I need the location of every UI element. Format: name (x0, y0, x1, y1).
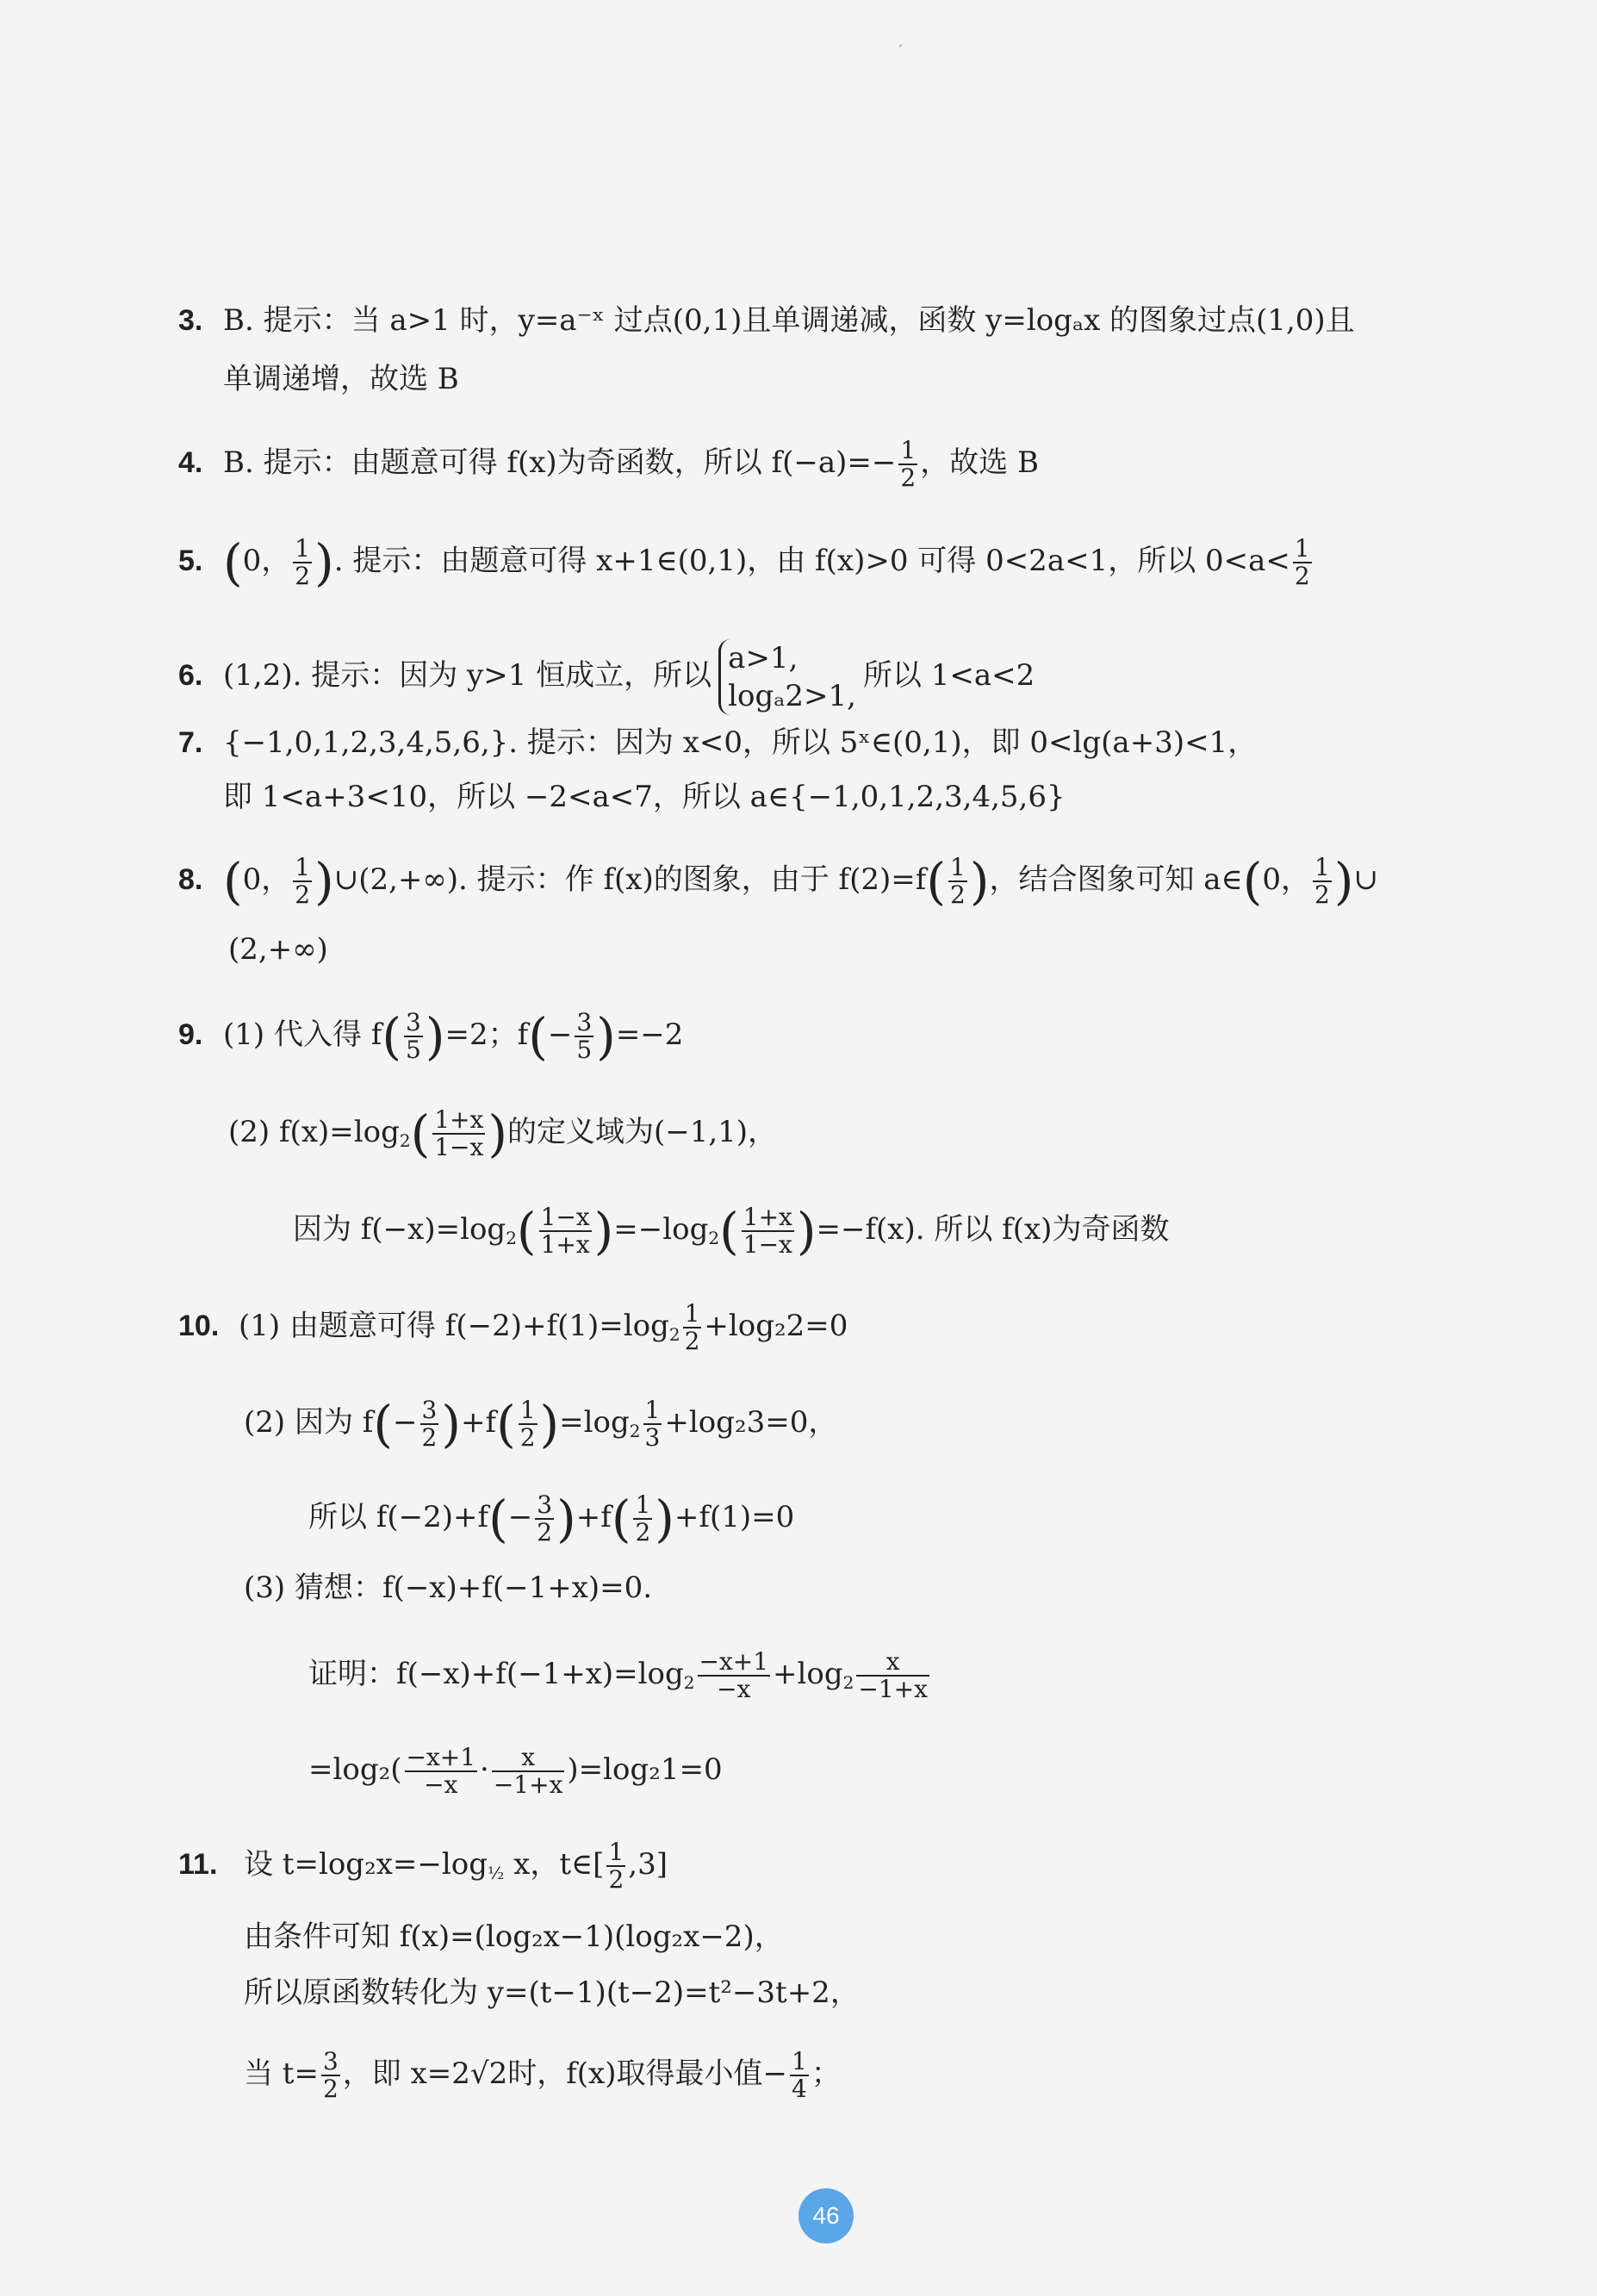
q11-number: 11. (178, 1848, 218, 1881)
q9-p3-frac1 (539, 1204, 592, 1258)
q10-p6-post: )=log₂1=0 (567, 1752, 723, 1787)
q10-p2-n1: 3 (421, 1396, 438, 1424)
q10-number: 10. (178, 1310, 220, 1342)
q10-p1-n: 1 (684, 1299, 700, 1328)
q8-d3: 2 (1314, 880, 1330, 909)
q9-frac2 (575, 1010, 593, 1063)
q11-p4-d2: 4 (791, 2075, 807, 2103)
q9-p2-n: 1+x (434, 1105, 484, 1134)
q10-p3: 所以 f(−2)+f(− $\frac{3}{2}$ )+f( $\frac{1}{2}$ )+f(1)=0 (308, 1490, 795, 1548)
q11-p1-base: ½ (487, 1863, 505, 1883)
q9-p1-post: =−2 (615, 1017, 684, 1052)
q10-p6-dot: · (480, 1752, 489, 1787)
q5: 5. (0， $\frac{1}{2}$ ). 提示：由题意可得 x+1∈(0,1)，由 f(x)>0 可得 0<2a<1，所以 0<a< $\frac{1}{2}$ (178, 533, 1310, 592)
q9-p3-n1: 1−x (540, 1203, 590, 1231)
q8-a2: 0， (1262, 862, 1310, 897)
q10-p2-mid2: =log (559, 1405, 630, 1440)
q4-pre: B. 提示：由题意可得 f(x)为奇函数，所以 f(−a)=− (223, 445, 897, 480)
q10-p3-neg: − (507, 1500, 533, 1534)
q8: 8. (0， $\frac{1}{2}$ )∪(2,+∞). 提示：作 f(x)的图象，由于 f(2)=f( $\frac{1}{2}$ )，结合图象可知 a∈(0， $\frac{1}{2}$ )∪ (178, 852, 1378, 911)
q9-p1-pre: (1) 代入得 f (223, 1017, 382, 1052)
q9-p3-post: =−f(x). 所以 f(x)为奇函数 (816, 1212, 1170, 1247)
q9-p2-pre: (2) f(x)=log (228, 1115, 400, 1149)
q9-p2-d: 1−x (434, 1133, 484, 1161)
q6-s1: a>1, (728, 641, 798, 675)
q3-text1: B. 提示：当 a>1 时，y=a⁻ˣ 过点(0,1)且单调递减，函数 y=logₐx 的图象过点(1,0)且 (223, 303, 1355, 338)
q8-mid2: ，结合图象可知 a∈ (989, 862, 1243, 897)
q11-p4-d1: 2 (322, 2075, 339, 2103)
q10-p6-pre: =log₂( (308, 1752, 402, 1787)
q9-d1: 5 (406, 1036, 421, 1064)
q10-p2-frac3 (643, 1397, 662, 1451)
q3-line1 (178, 303, 1355, 338)
q8-n3: 1 (1314, 853, 1330, 881)
q9-n2: 3 (576, 1008, 593, 1036)
page-number-badge: 46 (798, 2188, 854, 2243)
q10-p3-post: +f(1)=0 (674, 1500, 795, 1534)
q10-p2-d2: 2 (519, 1423, 536, 1452)
q11-p1-mid: x，t∈[ (504, 1847, 605, 1882)
q9-p3: 因为 f(−x)=log2( $\frac{1-x}{1+x}$ )=−log2( $\frac{1+x}{1-x}$ )=−f(x). 所以 f(x)为奇函数 (293, 1202, 1170, 1260)
q9-p3-frac2 (742, 1204, 794, 1258)
q10-p1-base: 2 (668, 1324, 680, 1345)
q9-p2-frac (432, 1107, 485, 1160)
q10-p5-d1: −x (717, 1675, 751, 1703)
q11-p1-post: ,3] (628, 1847, 668, 1882)
q10-p6 (308, 1745, 723, 1798)
q9-number: 9. (178, 1018, 203, 1051)
q11-p2: 由条件可知 f(x)=(log₂x−1)(log₂x−2)， (244, 1920, 784, 1954)
q8-number: 8. (178, 863, 203, 896)
q9-p1-neg: − (547, 1017, 573, 1052)
q10-p5-frac2 (856, 1649, 929, 1702)
q10-p6-d2: −1+x (493, 1770, 563, 1799)
q11-p3: 所以原函数转化为 y=(t−1)(t−2)=t²−3t+2， (244, 1976, 860, 2010)
q7-number: 7. (178, 726, 203, 759)
q10-p2-neg: − (393, 1405, 418, 1440)
q5-frac1 (293, 536, 312, 589)
q8-frac3 (1313, 855, 1332, 908)
q10-p5-pre: 证明：f(−x)+f(−1+x)=log (308, 1657, 684, 1691)
q10-p2-post: +log₂3=0， (664, 1405, 838, 1440)
q10-p5-base: 2 (683, 1672, 695, 1693)
q8-n2: 1 (950, 853, 966, 881)
q9-p3-base: 2 (506, 1228, 517, 1248)
q10-p5-n1: −x+1 (699, 1647, 769, 1676)
q9-p3-pre: 因为 f(−x)=log (293, 1212, 506, 1247)
q10-p2-n2: 1 (519, 1396, 536, 1424)
q10-p1-post: +log₂2=0 (704, 1309, 848, 1343)
q4-post: ，故选 B (920, 445, 1039, 480)
q8-frac2 (948, 855, 967, 908)
q10-p3-n1: 3 (537, 1490, 553, 1519)
q9-p3-d1: 1+x (540, 1230, 590, 1259)
q11-p1 (178, 1839, 668, 1893)
q10-p1 (178, 1301, 848, 1354)
q7-line2: 即 1<a+3<10，所以 −2<a<7，所以 a∈{−1,0,1,2,3,4,5,6} (223, 780, 1066, 814)
q5-d1: 2 (295, 562, 311, 590)
q10-p5-d2: −1+x (858, 1675, 928, 1703)
q9-p3-d2: 1−x (743, 1230, 792, 1259)
q10-p6-n2: x (492, 1745, 565, 1772)
q6-system (718, 639, 856, 715)
top-mark: ˊ (896, 43, 904, 61)
q8-line2: (2,+∞) (228, 932, 328, 967)
q9-p1-mid: =2；f (444, 1017, 529, 1052)
q10-p3-d1: 2 (537, 1518, 553, 1546)
q9-p2-post: 的定义域为(−1,1)， (506, 1115, 778, 1149)
q10-p2-d1: 2 (421, 1423, 438, 1452)
q8-mid: ∪(2,+∞). 提示：作 f(x)的图象，由于 f(2)=f (333, 862, 927, 897)
q6-number: 6. (178, 659, 203, 692)
q9-p3-mid: =−log (613, 1212, 709, 1247)
q9-d2: 5 (576, 1036, 593, 1064)
q10-p5-frac1 (698, 1649, 771, 1702)
q9-p3-n2: 1+x (743, 1203, 792, 1231)
q5-n2: 1 (1294, 534, 1310, 563)
q10-p6-frac2 (492, 1745, 565, 1798)
q4-number: 4. (178, 446, 203, 479)
q9-p1: 9. (1) 代入得 f( $\frac{3}{5}$ )=2；f(− $\frac{3}{5}$ )=−2 (178, 1007, 684, 1066)
q3-line2: 单调递增，故选 B (223, 362, 459, 396)
q5-n1: 1 (295, 534, 311, 563)
q5-d2: 2 (1294, 562, 1310, 590)
q11-p1-frac (606, 1839, 625, 1893)
q10-p3-n2: 1 (635, 1490, 651, 1519)
q11-p4-frac2 (790, 2049, 809, 2102)
q8-a: 0， (242, 862, 291, 897)
q11-p4-pre: 当 t= (244, 2056, 319, 2091)
q6-s2: logₐ2>1, (728, 679, 856, 713)
q10-p2-frac1 (420, 1397, 439, 1451)
q8-frac1 (293, 855, 312, 908)
q10-p6-n1: −x+1 (406, 1743, 476, 1771)
q10-p1-d: 2 (684, 1327, 700, 1355)
q10-p6-d1: −x (424, 1770, 458, 1799)
q6-pre: (1,2). 提示：因为 y>1 恒成立，所以 (223, 658, 712, 693)
q8-d1: 2 (295, 880, 311, 909)
q10-p1-frac (683, 1301, 702, 1354)
q6 (178, 639, 1035, 715)
q4-den: 2 (900, 464, 917, 492)
q9-p2-base: 2 (399, 1130, 411, 1151)
q10-p2-n3: 1 (644, 1396, 661, 1424)
q10-p5-mid: +log (773, 1657, 843, 1691)
q10-p2-d3: 3 (644, 1423, 661, 1452)
q10-p3-frac1 (535, 1492, 554, 1546)
q9-p2: (2) f(x)=log2( $\frac{1+x}{1-x}$ )的定义域为(−1,1)， (228, 1104, 778, 1163)
q4-num: 1 (900, 436, 917, 464)
q11-p4-n1: 3 (322, 2047, 339, 2075)
q10-p5 (308, 1649, 932, 1702)
q11-p4 (244, 2049, 841, 2102)
q10-p2-base: 2 (629, 1421, 641, 1441)
q10-p2-frac2 (519, 1397, 538, 1451)
q10-p3-mid: +f (575, 1500, 612, 1534)
q5-number: 5. (178, 544, 203, 577)
q5-a: 0， (242, 544, 291, 578)
q4 (178, 438, 1039, 491)
q11-p1-pre: 设 t=log₂x=−log (244, 1847, 488, 1882)
q10-p5-base2: 2 (842, 1672, 854, 1693)
q9-p3-base2: 2 (708, 1228, 720, 1248)
q10-p4: (3) 猜想：f(−x)+f(−1+x)=0. (244, 1571, 653, 1605)
q11-p4-mid: ，即 x=2√2时，f(x)取得最小值− (342, 2056, 787, 2091)
q10-p2-mid: +f (460, 1405, 497, 1440)
q10-p3-pre: 所以 f(−2)+f (308, 1500, 489, 1534)
q3-number: 3. (178, 304, 203, 337)
q11-p1-d: 2 (608, 1865, 625, 1894)
q11-p4-n2: 1 (791, 2047, 807, 2075)
q10-p1-pre: (1) 由题意可得 f(−2)+f(1)=log (239, 1309, 669, 1343)
q10-p3-frac2 (633, 1492, 652, 1546)
q5-frac2 (1293, 536, 1312, 589)
q5-mid: . 提示：由题意可得 x+1∈(0,1)，由 f(x)>0 可得 0<2a<1，所以 0<a< (333, 544, 1290, 578)
q8-n1: 1 (295, 853, 311, 881)
q6-post: 所以 1<a<2 (862, 658, 1035, 693)
q7-line1 (178, 725, 1257, 760)
q8-d2: 2 (950, 880, 966, 909)
q4-frac (898, 438, 917, 491)
q10-p3-d2: 2 (635, 1518, 651, 1546)
q11-p4-frac1 (321, 2049, 340, 2102)
q8-end: ∪ (1353, 862, 1378, 897)
q10-p2: (2) 因为 f(− $\frac{3}{2}$ )+f( $\frac{1}{2}$ )=log2 $\frac{1}{3}$ +log₂3=0， (244, 1395, 838, 1453)
q11-p1-n: 1 (608, 1838, 625, 1866)
q10-p2-pre: (2) 因为 f (244, 1405, 374, 1440)
q9-n1: 3 (406, 1008, 421, 1036)
q11-p4-post: ； (811, 2056, 841, 2091)
q7-text1: {−1,0,1,2,3,4,5,6,}. 提示：因为 x<0，所以 5ˣ∈(0,1)，即 0<lg(a+3)<1， (223, 725, 1258, 760)
q10-p6-frac1 (405, 1745, 478, 1798)
q10-p5-n2: x (856, 1649, 929, 1677)
q9-frac1 (404, 1010, 423, 1063)
